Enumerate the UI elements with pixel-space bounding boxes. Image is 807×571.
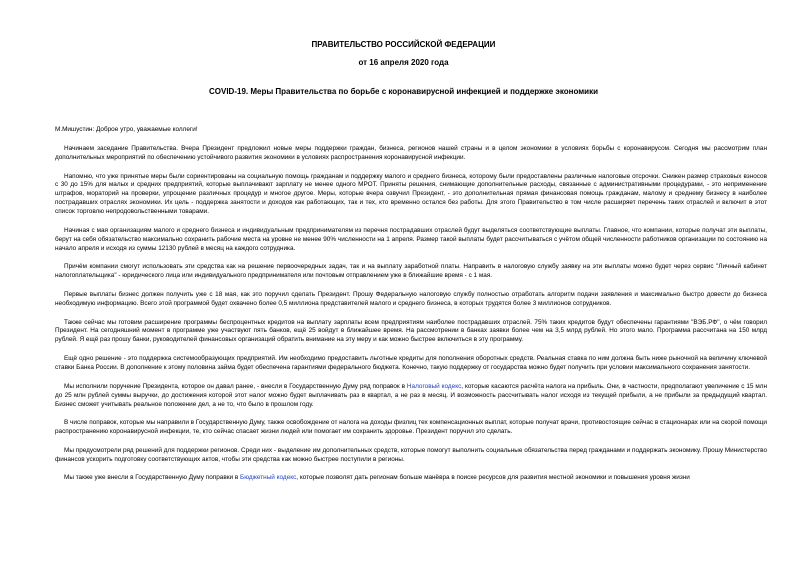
paragraph-11 xyxy=(55,474,767,483)
paragraph-8-text-start: Мы исполнили поручение Президента, которое он давал ранее, - внесли в Государственную Думу ряд поправок в xyxy=(64,382,407,390)
tax-code-link[interactable]: Налоговый кодекс xyxy=(406,382,462,390)
org-heading: ПРАВИТЕЛЬСТВО РОССИЙСКОЙ ФЕДЕРАЦИИ xyxy=(311,40,496,49)
document-body xyxy=(55,126,767,493)
paragraph-11-text-end: , которые позволят дать регионам больше манёвра в поиске ресурсов для развития местной экономики и повышения уровня жизни xyxy=(296,474,690,482)
budget-code-link[interactable]: Бюджетный кодекс xyxy=(240,474,297,482)
greeting-paragraph: М.Мишустин: Доброе утро, уважаемые коллеги! xyxy=(55,126,198,133)
paragraph-2: Напомню, что уже принятые меры были сориентированы на социальную помощь гражданам и поддержку малого и среднего бизнеса, которому были предоставлены различные налоговые отсрочки. Снижен размер страховых взносов с 30 до 15% для малых и средних предприятий, которые выплачивают зарплату не менее одного МРОТ. Приняты решения, снимающие дополнительные расходы, связанные с административными процедурами, - это неприменение штрафов, мораторий на проверки, упрощение различных процедур и многое другое. Меры, которые вчера озвучил Президент, - это дополнительная прямая финансовая помощь гражданам, малому и среднему бизнесу в наиболее пострадавших отраслях экономики. Их цель - поддержка занятости и доходов как работающих, так и тех, кто временно остался без работы. Для этого Правительство в том числе расширяет перечень таких отраслей и включит в этот список торговлю непродовольственными товарами. xyxy=(55,172,767,216)
paragraph-7: Ещё одно решение - это поддержка системообразующих предприятий. Им необходимо предоставить льготные кредиты для пополнения оборотных средств. Реальная ставка по ним должна быть ниже рыночной на величину ключевой ставки Банка России. В дополнение к этому половина займа будет обеспечена гарантиями федерального бюджета. Конечно, такую поддержку от государства можно будет получить при условии максимального сохранения занятости. xyxy=(55,355,767,371)
paragraph-3: Начиная с мая организациям малого и среднего бизнеса и индивидуальным предпринимателям из перечня пострадавших отраслей будут выделяться соответствующие выплаты. Главное, что компании, которые получат эти выплаты, берут на себя обязательство максимально сохранить рабочие места на уровне не менее 90% численности на 1 апреля. Размер такой выплаты будет рассчитываться с учётом общей численности работников организации по состоянию на начало апреля и исходя из суммы 12130 рублей в месяц на каждого сотрудника. xyxy=(55,226,767,252)
paragraph-10: Мы предусмотрели ряд решений для поддержки регионов. Среди них - выделение им дополнительных средств, которые помогут выполнить социальные обязательства перед гражданами и поддержать экономику. Прошу Министерство финансов ускорить подготовку соответствующих актов, чтобы эти средства как можно быстрее поступили в регионы. xyxy=(55,446,767,463)
paragraph-5: Первые выплаты бизнес должен получить уже с 18 мая, как это поручил сделать Президент. Прошу Федеральную налоговую службу полностью отработать алгоритм подачи заявления и максимально быстро довести до бизнеса необходимую информацию. Всего этой программой будет охвачено более 0,5 миллиона представителей малого и среднего бизнеса, в которых трудятся более 3 миллионов сотрудников. xyxy=(55,290,767,307)
paragraph-4: Причём компании смогут использовать эти средства как на решение первоочередных задач, так и на выплату заработной платы. Направить в налоговую службу заявку на эти выплаты можно будет через сервис "Личный кабинет налогоплательщика" - юридического лица или индивидуального предпринимателя или почтовым отправлением уже в ближайшие время - с 1 мая. xyxy=(55,263,767,280)
paragraph-1: Начинаем заседание Правительства. Вчера Президент предложил новые меры поддержки граждан, бизнеса, регионов нашей страны и в целом экономики в условиях борьбы с коронавирусом. Сегодня мы рассмотрим план дополнительных мероприятий по обеспечению устойчивого развития экономики в условиях распространения коронавирусной инфекции. xyxy=(55,144,767,161)
paragraph-11-text-start: Мы также уже внесли в Государственную Думу поправки в xyxy=(64,474,241,482)
document-title: COVID-19. Меры Правительства по борьбе с коронавирусной инфекцией и поддержке экономики xyxy=(209,87,598,96)
date-heading: от 16 апреля 2020 года xyxy=(358,58,449,67)
paragraph-8-text-end: , которые касаются расчёта налога на прибыль. Они, в частности, предполагают увеличение с 15 млн до 25 млн рублей суммы выручки, до достижения которой этот налог можно будет выплачивать раз в квартал, а не раз в месяц. И возможность рассчитывать налог исходя из текущей прибыли, а не прибыли за предыдущий квартал. Бизнес сможет учитывать реальное положение дел, а не то, что было в прошлом году. xyxy=(55,382,767,408)
paragraph-6: Также сейчас мы готовим расширение программы беспроцентных кредитов на выплату зарплаты всем предприятиям наиболее пострадавших отраслей. 75% таких кредитов будут обеспечены гарантиями "ВЭБ.РФ", о чём говорил Президент. На сегодняшний момент в программе уже участвуют пять банков, ещё 25 войдут в ближайшее время. На рассмотрении в банках заявки более чем на 3,5 млрд рублей. Но этого мало. Программа рассчитана на 150 млрд рублей. Я ещё раз прошу банки, руководителей финансовых организаций обратить внимание на эту меру и как можно быстрее включиться в эту программу. xyxy=(55,318,767,344)
paragraph-9: В числе поправок, которые мы направили в Государственную Думу, также освобождение от налога на доходы физлиц тех компенсационных выплат, которые получат врачи, противостоящие сейчас в стационарах или на скорой помощи распространению коронавирусной инфекции, те, кто сейчас спасает жизни людей или помогает им сохранить здоровье. Президент поручил это сделать. xyxy=(55,419,767,436)
paragraph-8 xyxy=(55,383,767,410)
